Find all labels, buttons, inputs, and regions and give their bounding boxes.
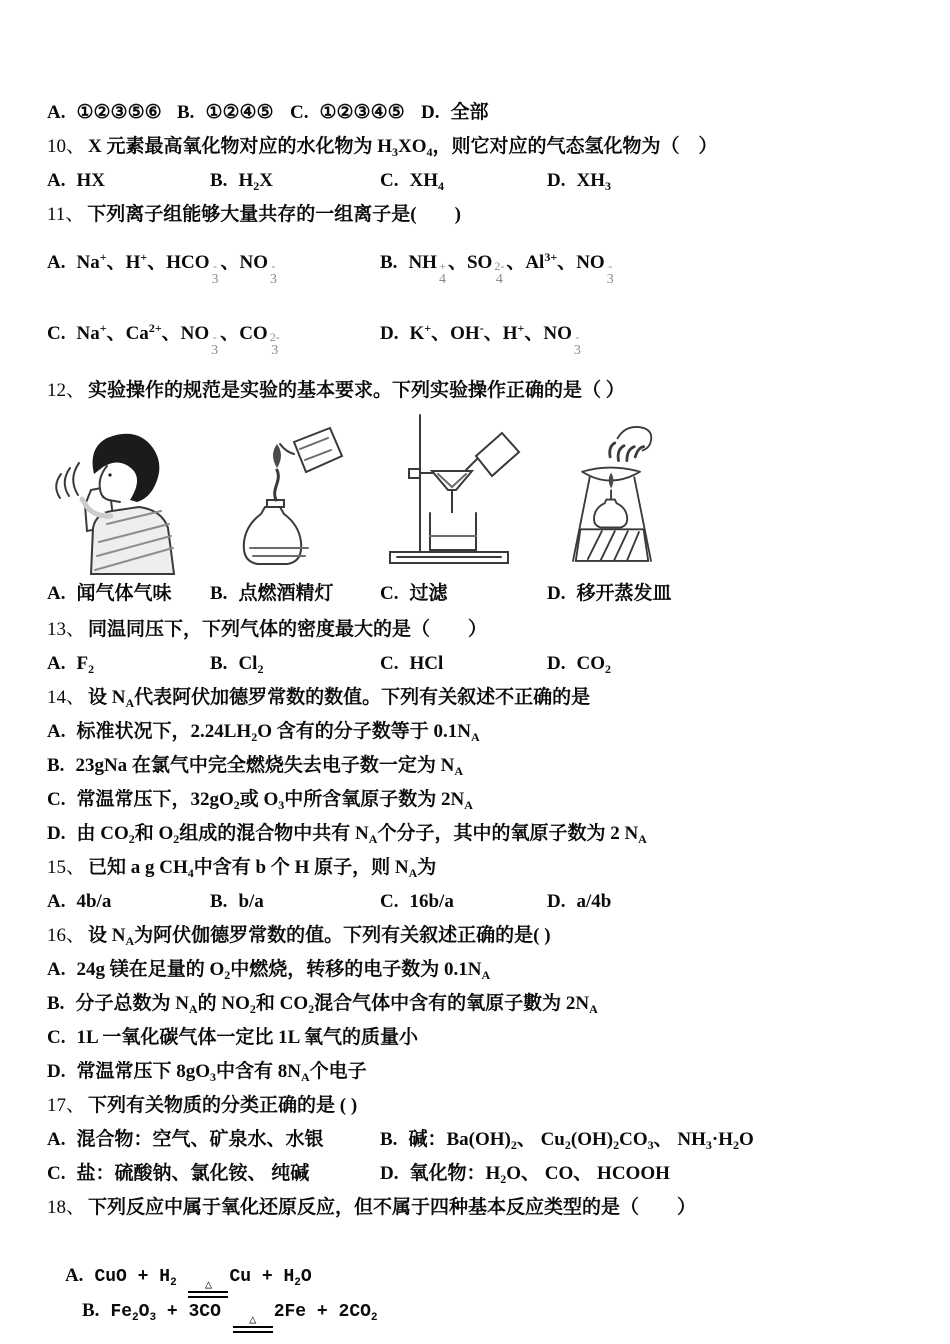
q12-stem	[47, 378, 914, 404]
q13-option-b	[210, 651, 380, 677]
question-number: 14、	[47, 687, 86, 708]
option-text: $XH_4$	[409, 170, 444, 193]
question-number: 10、	[47, 136, 86, 157]
equation-rhs: $Cu + H_2O$	[229, 1267, 312, 1289]
q15-options-row	[47, 889, 914, 915]
option-text: 24g 镁在足量的 $O_2$中燃烧，转移的电子数为 $0.1N_A$	[76, 959, 491, 982]
q16-option-c	[47, 1025, 914, 1051]
q15-option-c	[380, 889, 547, 915]
option-label: D.	[47, 1061, 66, 1082]
option-c	[290, 100, 421, 126]
option-text: 23gNa 在氯气中完全燃烧失去电子数一定为 $N_A$	[75, 755, 464, 778]
q12-caption-d	[547, 581, 914, 607]
q17-options-row-2	[47, 1161, 914, 1187]
question-number: 11、	[47, 204, 85, 225]
delta-condition: △	[204, 1278, 213, 1292]
option-a	[47, 100, 177, 126]
q15-option-a	[47, 889, 210, 915]
option-label: D.	[380, 1163, 399, 1184]
option-label: D.	[421, 102, 440, 123]
option-text: 碱：$Ba(OH)_2$、 $Cu_2(OH)_2CO_3$、 $NH_3\cdot H_2O$	[408, 1129, 754, 1152]
q10-option-b	[210, 168, 380, 194]
ion-list: K+、OH-、H+、NO - 3	[409, 321, 581, 358]
option-text: HCl	[409, 653, 444, 674]
q16-stem	[47, 923, 914, 949]
light-alcohol-lamp-figure	[210, 412, 380, 577]
option-label: B.	[177, 102, 195, 123]
q13-option-c	[380, 651, 547, 677]
q17-options-row-1	[47, 1127, 914, 1153]
option-label: C.	[47, 1027, 66, 1048]
option-text: 常温常压下 $8gO_3$中含有 $8N_A$个电子	[76, 1061, 367, 1084]
option-b	[177, 100, 290, 126]
q10-stem	[47, 134, 914, 160]
q15-stem	[47, 855, 914, 881]
question-number: 18、	[47, 1197, 86, 1218]
option-label: A.	[47, 170, 66, 191]
option-label: C.	[380, 891, 399, 912]
ion-list: Na+、$Ca^{2+}$、NO - 3 、CO 2- 3	[76, 321, 280, 358]
q12-captions-row	[47, 581, 914, 607]
q18-stem	[47, 1195, 914, 1221]
q14-option-c	[47, 787, 914, 813]
equation-rhs: $2Fe + 2CO_2$	[273, 1302, 378, 1324]
caption-text: 闻气体气味	[76, 583, 172, 604]
q12-figures-row	[47, 412, 914, 577]
option-label: A.	[47, 1129, 66, 1150]
option-text: b/a	[238, 891, 264, 912]
q10-options-row	[47, 168, 914, 194]
q14-option-b	[47, 753, 914, 779]
option-text: HX	[76, 170, 105, 191]
option-text: 氧化物：$H_2O$、 CO、 HCOOH	[409, 1163, 670, 1186]
option-text: $Cl_2$	[238, 653, 264, 676]
question-number: 12、	[47, 380, 86, 401]
caption-label: D.	[547, 583, 566, 604]
stem-text: 已知 a g $CH_4$中含有 b 个 H 原子，则 $N_A$为	[88, 857, 437, 880]
stem-text: 设 $N_A$为阿伏伽德罗常数的值。下列有关叙述正确的是( )	[88, 925, 551, 948]
option-label: D.	[47, 823, 66, 844]
ion-list: NH + 4 、SO 2- 4 、$Al^{3+}$、NO - 3	[408, 250, 614, 287]
q15-option-d	[547, 889, 914, 915]
q13-stem	[47, 617, 914, 643]
option-text: $XH_3$	[576, 170, 611, 193]
stem-text: 设 $N_A$代表阿伏加德罗常数的数值。下列有关叙述不正确的是	[88, 687, 591, 710]
option-label: B.	[210, 653, 228, 674]
delta-condition: △	[249, 1313, 257, 1327]
option-label: D.	[547, 653, 566, 674]
option-label: A.	[47, 891, 66, 912]
ion-list: Na+、H+、HCO - 3 、NO - 3	[76, 250, 278, 287]
caption-label: A.	[47, 583, 66, 604]
move-evaporating-dish-figure	[547, 412, 914, 577]
option-label: D.	[547, 891, 566, 912]
option-text: a/4b	[576, 891, 612, 912]
option-label: B.	[82, 1300, 100, 1321]
q14-option-d	[47, 821, 914, 847]
option-label: C.	[47, 789, 66, 810]
q18-equations-row	[47, 1229, 914, 1344]
option-label: B.	[210, 170, 228, 191]
option-label: B.	[380, 252, 398, 273]
caption-text: 移开蒸发皿	[576, 583, 672, 604]
option-label: C.	[290, 102, 309, 123]
stem-text: 下列离子组能够大量共存的一组离子是( )	[87, 204, 461, 225]
q11-option-a	[47, 250, 380, 287]
q11-options-row-2	[47, 307, 914, 358]
caption-text: 过滤	[409, 583, 448, 604]
option-label: A.	[47, 959, 66, 980]
stem-text: 同温同压下，下列气体的密度最大的是（ ）	[88, 619, 488, 640]
q17-option-a	[47, 1127, 380, 1153]
q18-equation-b	[82, 1300, 378, 1327]
option-text: 分子总数为 $N_A$的 $NO_2$和 $CO_2$混合气体中含有的氧原子數为 $2N_A$	[75, 993, 598, 1016]
q11-options-row-1	[47, 236, 914, 287]
q17-stem	[47, 1093, 914, 1119]
q11-option-d	[380, 321, 914, 358]
reaction-equation	[94, 1267, 312, 1292]
q16-option-b	[47, 991, 914, 1017]
caption-label: C.	[380, 583, 399, 604]
question-number: 16、	[47, 925, 86, 946]
equation-lhs: CuO + $H_2$	[94, 1267, 177, 1289]
option-text: $H_2X$	[238, 170, 273, 193]
option-text: 盐：硫酸钠、氯化铵、 纯碱	[76, 1163, 310, 1184]
option-label: B.	[380, 1129, 398, 1150]
q10-option-a	[47, 168, 210, 194]
q17-option-d	[380, 1161, 914, 1187]
option-label: D.	[547, 170, 566, 191]
question-number: 13、	[47, 619, 86, 640]
option-label: B.	[47, 755, 65, 776]
option-text: 16b/a	[409, 891, 454, 912]
question-9-options-row	[47, 100, 914, 126]
option-label: A.	[64, 1265, 84, 1286]
q13-option-d	[547, 651, 914, 677]
q10-option-c	[380, 168, 547, 194]
filtration-figure	[380, 412, 547, 577]
option-text: $CO_2$	[576, 653, 611, 676]
option-text: 常温常压下，$32gO_2$或 $O_3$中所含氧原子数为 $2N_A$	[76, 789, 473, 812]
stem-text: 下列有关物质的分类正确的是 ( )	[88, 1095, 358, 1116]
q16-option-a	[47, 957, 914, 983]
option-label: A.	[47, 252, 66, 273]
option-label: B.	[210, 891, 228, 912]
option-label: A.	[47, 721, 66, 742]
q16-option-d	[47, 1059, 914, 1085]
q15-option-b	[210, 889, 380, 915]
q11-option-c	[47, 321, 380, 358]
smell-gas-figure	[47, 412, 210, 577]
option-label: A.	[47, 102, 66, 123]
option-text: 标准状况下，$2.24LH_2O$ 含有的分子数等于 $0.1N_A$	[76, 721, 480, 744]
heated-equals-icon	[233, 1315, 273, 1333]
q14-option-a	[47, 719, 914, 745]
question-number: 15、	[47, 857, 86, 878]
q12-caption-c	[380, 581, 547, 607]
stem-text: X 元素最高氧化物对应的水化物为 $H_3XO_4$，则它对应的气态氢化物为（ ）	[88, 136, 718, 159]
equation-lhs: $Fe_2O_3 + 3CO$	[110, 1302, 232, 1324]
option-label: C.	[380, 653, 399, 674]
option-label: B.	[47, 993, 65, 1014]
option-label: C.	[380, 170, 399, 191]
option-text: $F_2$	[76, 653, 95, 676]
caption-label: B.	[210, 583, 228, 604]
stem-text: 实验操作的规范是实验的基本要求。下列实验操作正确的是（ ）	[88, 380, 625, 401]
option-label: C.	[47, 1163, 66, 1184]
option-text: ①②③⑤⑥	[76, 102, 162, 123]
option-label: C.	[47, 323, 66, 344]
heated-equals-icon	[188, 1280, 228, 1298]
q11-option-b	[380, 250, 914, 287]
q12-caption-a	[47, 581, 210, 607]
q14-stem	[47, 685, 914, 711]
q13-options-row	[47, 651, 914, 677]
option-text: ①②③④⑤	[319, 102, 405, 123]
option-text: 全部	[450, 102, 489, 123]
q17-option-c	[47, 1161, 380, 1187]
option-d	[421, 100, 914, 126]
q10-option-d	[547, 168, 914, 194]
q17-option-b	[380, 1127, 914, 1153]
stem-text: 下列反应中属于氧化还原反应，但不属于四种基本反应类型的是（ ）	[88, 1197, 697, 1218]
q18-equation-a	[64, 1265, 312, 1292]
q12-caption-b	[210, 581, 380, 607]
option-label: A.	[47, 653, 66, 674]
caption-text: 点燃酒精灯	[238, 583, 334, 604]
q11-stem	[47, 202, 914, 228]
option-text: 混合物：空气、矿泉水、水银	[76, 1129, 324, 1150]
reaction-equation	[110, 1302, 378, 1327]
option-text: 由 $CO_2$和 $O_2$组成的混合物中共有 $N_A$个分子，其中的氧原子数为 2 $N_A$	[76, 823, 647, 846]
option-text: 4b/a	[76, 891, 112, 912]
q13-option-a	[47, 651, 210, 677]
option-text: 1L 一氧化碳气体一定比 1L 氧气的质量小	[76, 1027, 418, 1048]
question-number: 17、	[47, 1095, 86, 1116]
option-text: ①②④⑤	[205, 102, 274, 123]
option-label: D.	[380, 323, 399, 344]
